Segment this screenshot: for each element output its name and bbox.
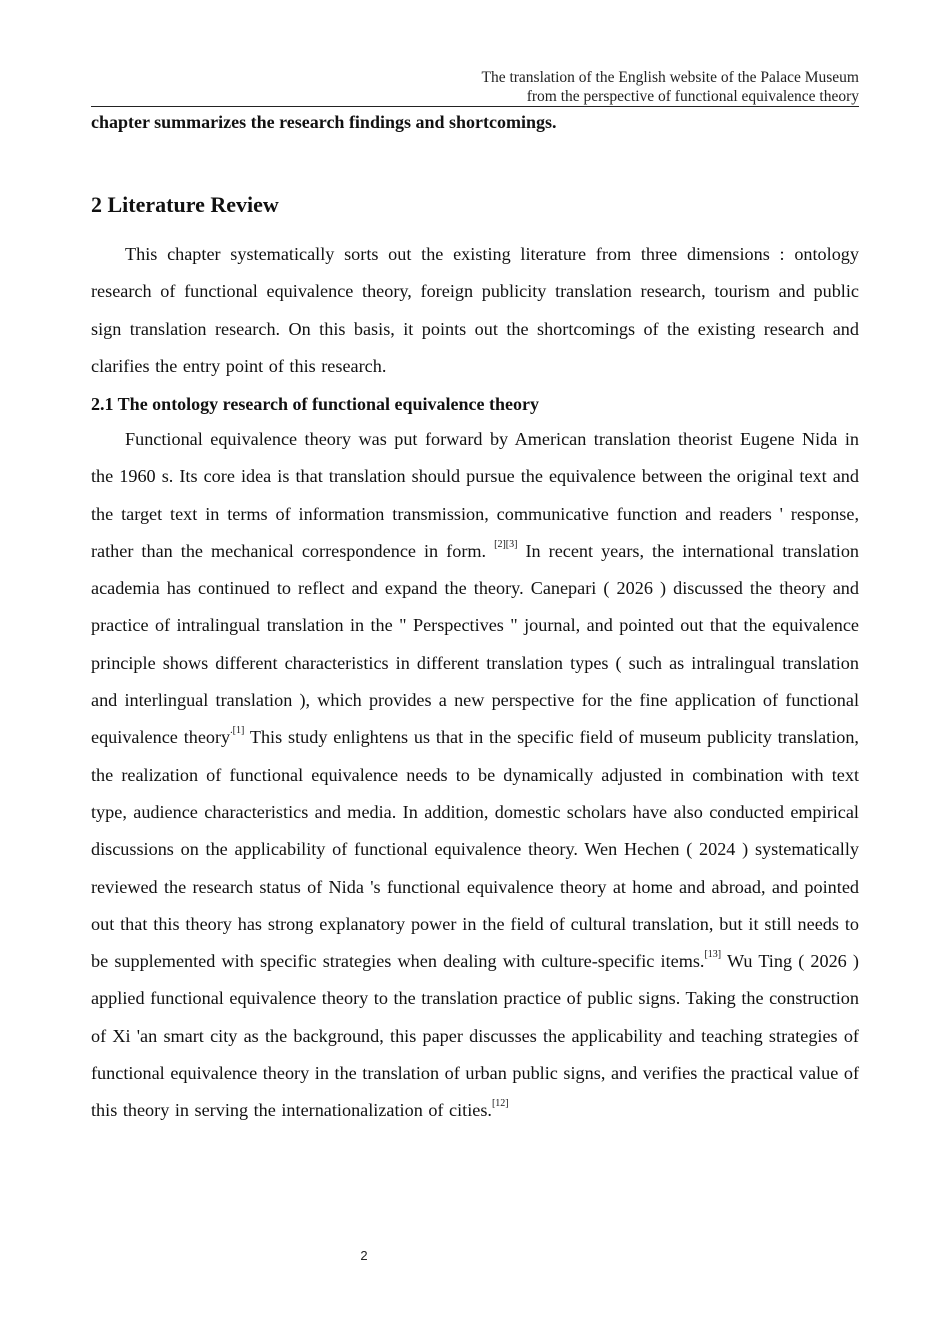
body-segment: Functional equivalence theory was put forward by American translation theorist Eugene Nida in the 1960 s. Its core idea is that translation should pursue the equivalence between the original text and the target text in terms of information transmission, communicative function and readers ' response, rather than the mechanical correspondence in form.	[91, 429, 859, 561]
section-heading: 2 Literature Review	[91, 192, 279, 217]
citation-marker: [2][3]	[494, 538, 518, 550]
running-header	[91, 68, 859, 106]
citation-marker: .[1]	[230, 725, 245, 737]
body-segment: In recent years, the international translation academia has continued to reflect and expand the theory. Canepari ( 2026 ) discussed the theory and practice of intralingual translation in the " Perspectives " journal, and pointed out that the equivalence principle shows different characteristics in different translation types ( such as intralingual translation and interlingual translation ), which provides a new perspective for the fine application of functional equivalence theory	[91, 540, 860, 748]
running-header-line-2: from the perspective of functional equivalence theory	[526, 88, 859, 105]
section-intro-paragraph	[91, 236, 859, 385]
page-number: 2	[360, 1248, 368, 1263]
header-rule	[91, 106, 859, 107]
previous-chapter-tail: chapter summarizes the research findings and shortcomings.	[91, 112, 557, 132]
citation-marker: [13]	[704, 949, 722, 961]
subsection-body-paragraph	[91, 421, 859, 1130]
body-segment: This study enlightens us that in the specific field of museum publicity translation, the realization of functional equivalence needs to be dynamically adjusted in combination with text type, audience characteristics and media. In addition, domestic scholars have also conducted empirical discussions on the applicability of functional equivalence theory. Wen Hechen ( 2024 ) systematically reviewed the research status of Nida 's functional equivalence theory at home and abroad, and pointed out that this theory has strong explanatory power in the field of cultural translation, but it still needs to be supplemented with specific strategies when dealing with culture-specific items.	[91, 727, 859, 972]
running-header-line-1: The translation of the English website of the Palace Museum	[481, 69, 859, 86]
section-intro-text: This chapter systematically sorts out the existing literature from three dimensions : ontology research of functional equivalence theory, foreign publicity translation research, tourism and public sign translation research. On this basis, it points out the shortcomings of the existing research and clarifies the entry point of this research.	[91, 244, 859, 376]
citation-marker: [12]	[491, 1098, 509, 1110]
subsection-heading: 2.1 The ontology research of functional equivalence theory	[91, 394, 539, 414]
body-segment: Wu Ting ( 2026 ) applied functional equivalence theory to the translation practice of public signs. Taking the construction of Xi 'an smart city as the background, this paper discusses the applicability and teaching strategies of functional equivalence theory in the translation of urban public signs, and verifies the practical value of this theory in serving the internationalization of cities.	[91, 951, 859, 1121]
